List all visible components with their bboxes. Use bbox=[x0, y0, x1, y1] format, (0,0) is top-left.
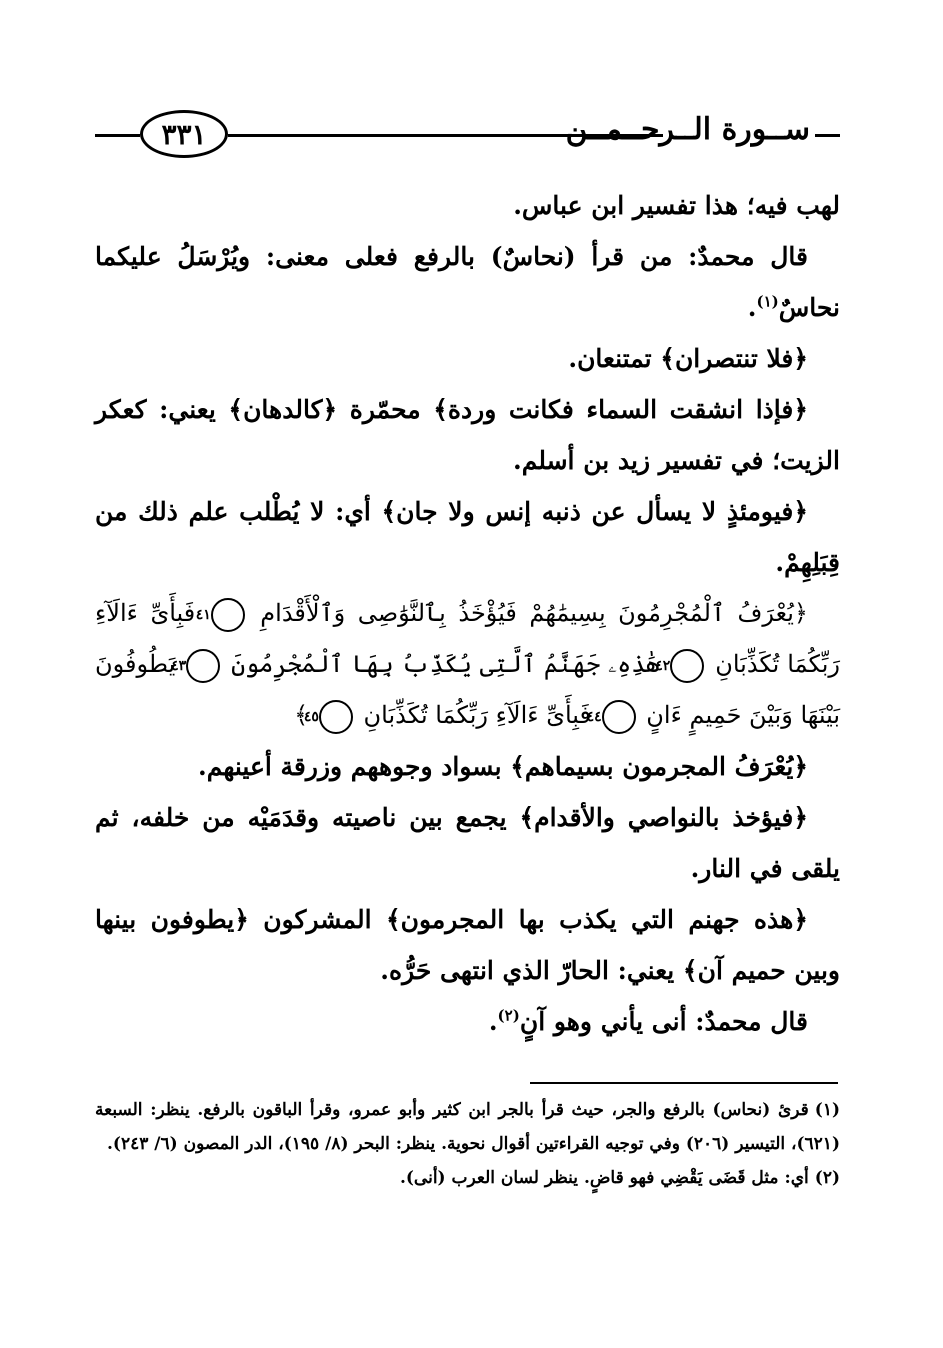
paragraph-5: ﴿فيومئذٍ لا يسأل عن ذنبه إنس ولا جان﴾ أي: لا يُطْلب علم ذلك من قِبَلِهِمْ. bbox=[95, 497, 840, 577]
paragraph-4: ﴿فإذا انشقت السماء فكانت وردة﴾ محمّرة ﴿كالدهان﴾ يعني: كعكر الزيت؛ في تفسير زيد بن أسلم. bbox=[95, 395, 840, 475]
surah-title: ســورة الــرحــمــن bbox=[565, 112, 810, 147]
footnote-ref-2: (٢) bbox=[497, 1006, 520, 1025]
footnote-1-number: (١) bbox=[814, 1100, 840, 1120]
footnote-2-text: أي: مثل قَضَى يَقْضِي فهو قاضٍ. ينظر لسان العرب (أنى). bbox=[399, 1168, 809, 1188]
paragraph-1: لهب فيه؛ هذا تفسير ابن عباس. bbox=[513, 191, 840, 220]
paragraph-6: ﴿يُعْرَفُ المجرمون بسيماهم﴾ بسواد وجوههم وزرقة أعينهم. bbox=[198, 752, 808, 781]
paragraph-2-end: . bbox=[747, 293, 757, 322]
footnote-1-text: قرئ (نحاس) بالرفع والجر، حيث قرأ بالجر ابن كثير وأبو عمرو، وقرأ الباقون بالرفع. ينظر: السبعة (٦٢١)، التيسير (٢٠٦) وفي توجيه القراءتين أقوال نحوية. ينظر: البحر (٨/ ١٩٥)، الدر المصون (٦/ ٢٤٣). bbox=[95, 1100, 840, 1154]
verse-number-44: ٤٤ bbox=[602, 700, 636, 734]
verse-number-45: ٤٥ bbox=[319, 700, 353, 734]
quran-segment-2: فَبِأَىِّ ءَالَآءِ رَبِّكُمَا تُكَذِّبَانِ bbox=[95, 599, 840, 678]
page-number: ٣٣١ bbox=[140, 110, 228, 158]
header-rule-right bbox=[815, 134, 840, 137]
quran-verses bbox=[95, 588, 840, 741]
quran-open-bracket: ﴿ bbox=[793, 599, 808, 627]
footnotes bbox=[95, 1093, 840, 1195]
main-text bbox=[95, 180, 840, 1047]
verse-number-43: ٤٣ bbox=[186, 649, 220, 683]
paragraph-2-text: قال محمدٌ: من قرأ (نحاسٌ) بالرفع فعلى معنى: ويُرْسَلُ عليكما نحاسٌ bbox=[95, 242, 840, 322]
paragraph-3: ﴿فلا تنتصران﴾ تمتنعان. bbox=[568, 344, 808, 373]
footnote-2 bbox=[95, 1161, 840, 1195]
paragraph-9-end: . bbox=[488, 1007, 498, 1036]
verse-number-42: ٤٢ bbox=[670, 649, 704, 683]
paragraph-9 bbox=[95, 996, 840, 1047]
verse-number-41: ٤١ bbox=[211, 598, 245, 632]
quran-close-bracket: ﴾ bbox=[294, 701, 309, 729]
paragraph-9-text: قال محمدٌ: أنى يأني وهو آنٍ bbox=[519, 1007, 808, 1036]
quran-segment-3: هَٰذِهِۦ جَهَنَّمُ ٱلَّتِى يُكَذِّبُ بِهَا ٱلْمُجْرِمُونَ bbox=[231, 650, 660, 678]
footnote-2-number: (٢) bbox=[814, 1168, 840, 1188]
footnote-separator bbox=[530, 1082, 838, 1084]
quran-segment-4: يَطُوفُونَ بَيْنَهَا وَبَيْنَ حَمِيمٍ ءَانٍ bbox=[95, 650, 840, 729]
quran-segment-1: يُعْرَفُ ٱلْمُجْرِمُونَ بِسِيمَٰهُمْ فَيُؤْخَذُ بِٱلنَّوَٰصِى وَٱلْأَقْدَامِ bbox=[260, 599, 794, 627]
paragraph-7: ﴿فيؤخذ بالنواصي والأقدام﴾ يجمع بين ناصيته وقدَمَيْه من خلفه، ثم يلقى في النار. bbox=[95, 803, 840, 883]
paragraph-2 bbox=[95, 231, 840, 333]
footnote-ref-1: (١) bbox=[756, 292, 779, 311]
quran-segment-5: فَبِأَىِّ ءَالَآءِ رَبِّكُمَا تُكَذِّبَانِ bbox=[363, 701, 591, 729]
header-rule-left bbox=[95, 134, 140, 137]
paragraph-8: ﴿هذه جهنم التي يكذب بها المجرمون﴾ المشركون ﴿يطوفون بينها وبين حميم آن﴾ يعني: الحارّ الذي انتهى حَرُّه. bbox=[95, 905, 840, 985]
page-header bbox=[95, 110, 840, 160]
footnote-1 bbox=[95, 1093, 840, 1161]
